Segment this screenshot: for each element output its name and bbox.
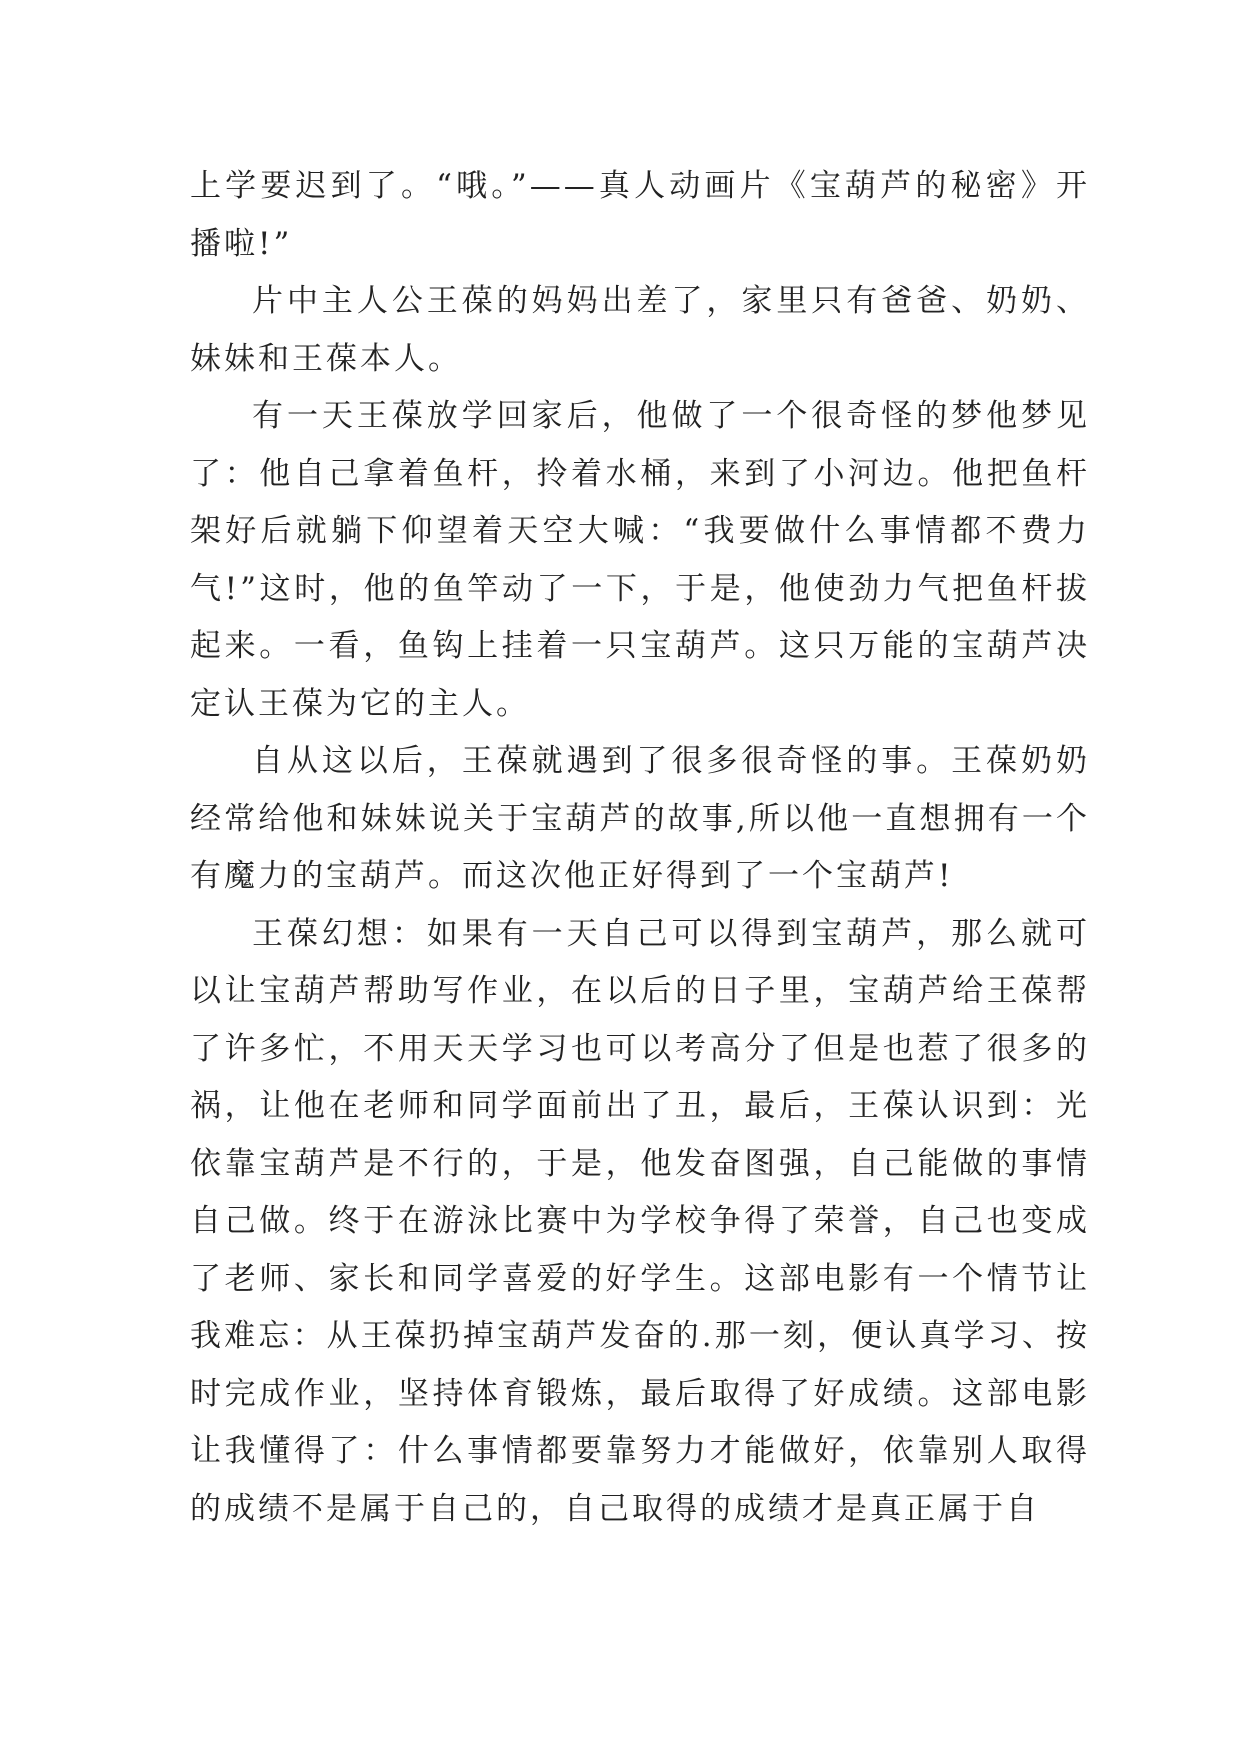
paragraph-5: 王葆幻想：如果有一天自己可以得到宝葫芦，那么就可以让宝葫芦帮助写作业，在以后的日子里，宝葫芦给王葆帮了许多忙，不用天天学习也可以考高分了但是也惹了很多的祸，让他在老师和同学面前出了丑，最后，王葆认识到：光依靠宝葫芦是不行的，于是，他发奋图强，自己能做的事情自己做。终于在游泳比赛中为学校争得了荣誉，自己也变成了老师、家长和同学喜爱的好学生。这部电影有一个情节让我难忘：从王葆扔掉宝葫芦发奋的.那一刻，便认真学习、按时完成作业，坚持体育锻炼，最后取得了好成绩。这部电影让我懂得了：什么事情都要靠努力才能做好，依靠别人取得的成绩不是属于自己的，自己取得的成绩才是真正属于自 [190,915,1090,1527]
paragraph-1: 上学要迟到了。“哦。”——真人动画片《宝葫芦的秘密》开播啦!” [190,168,1090,262]
paragraph-4: 自从这以后，王葆就遇到了很多很奇怪的事。王葆奶奶经常给他和妹妹说关于宝葫芦的故事,所以他一直想拥有一个有魔力的宝葫芦。而这次他正好得到了一个宝葫芦! [190,743,1090,894]
paragraph-2: 片中主人公王葆的妈妈出差了，家里只有爸爸、奶奶、妹妹和王葆本人。 [190,283,1090,377]
paragraph-3: 有一天王葆放学回家后，他做了一个很奇怪的梦他梦见了：他自己拿着鱼杆，拎着水桶，来到了小河边。他把鱼杆架好后就躺下仰望着天空大喊：“我要做什么事情都不费力气!”这时，他的鱼竿动了一下，于是，他使劲力气把鱼杆拔起来。一看，鱼钩上挂着一只宝葫芦。这只万能的宝葫芦决定认王葆为它的主人。 [190,398,1090,722]
document-body [190,158,1090,1538]
